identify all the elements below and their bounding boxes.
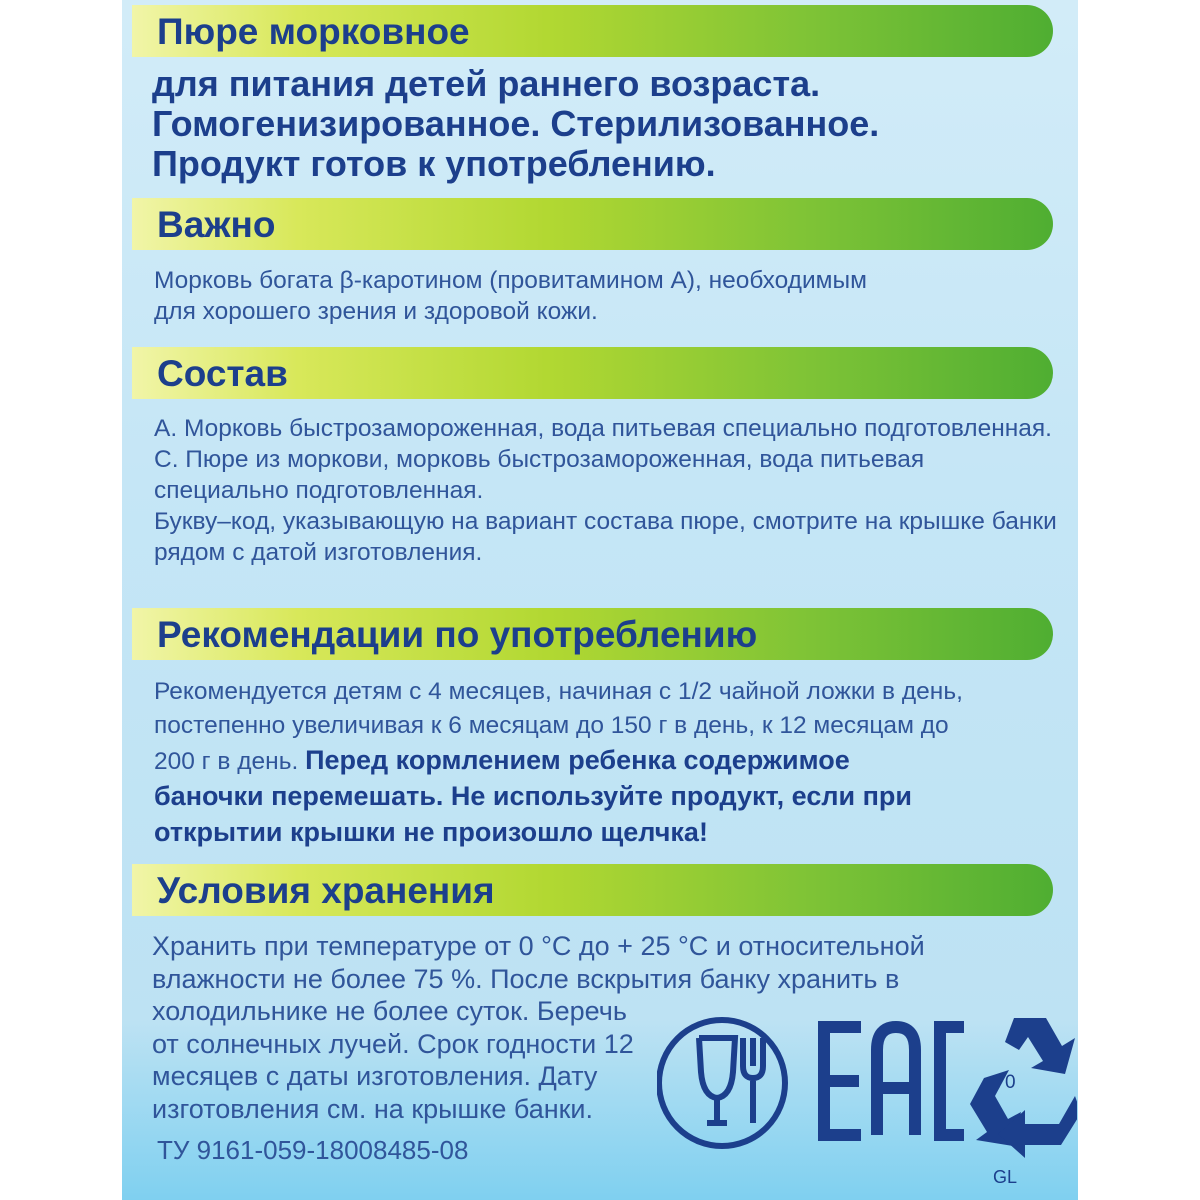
storage-heading: Условия хранения [157,870,495,911]
recycle-icon [970,1018,1077,1158]
text-line: Букву–код, указывающую на вариант состава пюре, смотрите на крышке банки [154,508,1057,535]
text-line: С. Пюре из моркови, морковь быстрозамороженная, вода питьевая [154,446,925,473]
text-plain: 200 г в день. [154,748,306,775]
text-line: Рекомендуется детям с 4 месяцев, начиная с 1/2 чайной ложки в день, [154,678,963,705]
text-line: Морковь богата β-каротином (провитамином А), необходимым [154,267,867,294]
subtitle-line: Продукт готов к употреблению. [152,143,716,184]
text-line [154,815,963,851]
text-line: для хорошего зрения и здоровой кожи. [154,298,598,325]
text-line: влажности не более 75 %. После вскрытия банку хранить в [152,963,900,994]
text-bold: Перед кормлением ребенка содержимое [305,745,850,775]
important-heading: Важно [157,204,276,245]
text-line: постепенно увеличивая к 6 месяцам до 150 г в день, к 12 месяцам до [154,712,949,739]
text-line: А. Морковь быстрозамороженная, вода питьевая специально подготовленная. [154,415,1052,442]
text-line: рядом с датой изготовления. [154,539,483,566]
subtitle-line: Гомогенизированное. Стерилизованное. [152,103,880,144]
eac-text: EAC [657,1000,660,1001]
product-title: Пюре морковное [157,11,470,52]
text-bold: баночки перемешать. Не используйте продукт, если при [154,781,912,811]
recycle-material: GL [992,1167,1018,1187]
text-line: месяцев с даты изготовления. Дату [152,1061,598,1091]
text-line: изготовления см. на крышке банки. [152,1093,594,1124]
recommendations-text [154,675,963,851]
composition-text [154,413,1057,568]
text-line: специально подготовленная. [154,477,484,504]
composition-heading: Состав [157,353,288,394]
eac-mark [824,1027,964,1135]
text-line: от солнечных лучей. Срок годности 12 [152,1028,634,1059]
text-line: Хранить при температуре от 0 °С до + 25 °С и относительной [152,931,925,961]
product-subtitle [152,64,879,184]
glass-fork-icon [659,1020,785,1146]
subtitle-line: для питания детей раннего возраста. [152,63,821,104]
recommendations-heading: Рекомендации по употреблению [157,614,758,655]
recycle-code: 70 [994,1072,1016,1093]
text-line [154,779,963,815]
text-bold: открытии крышки не произошло щелчка! [154,817,708,847]
text-line: холодильнике не более суток. Беречь [152,996,627,1026]
tu-number: ТУ 9161-059-18008485-08 [157,1135,469,1165]
product-label [122,0,1078,1200]
text-line [154,743,963,779]
certification-marks [657,1000,1077,1200]
important-text [154,265,867,327]
